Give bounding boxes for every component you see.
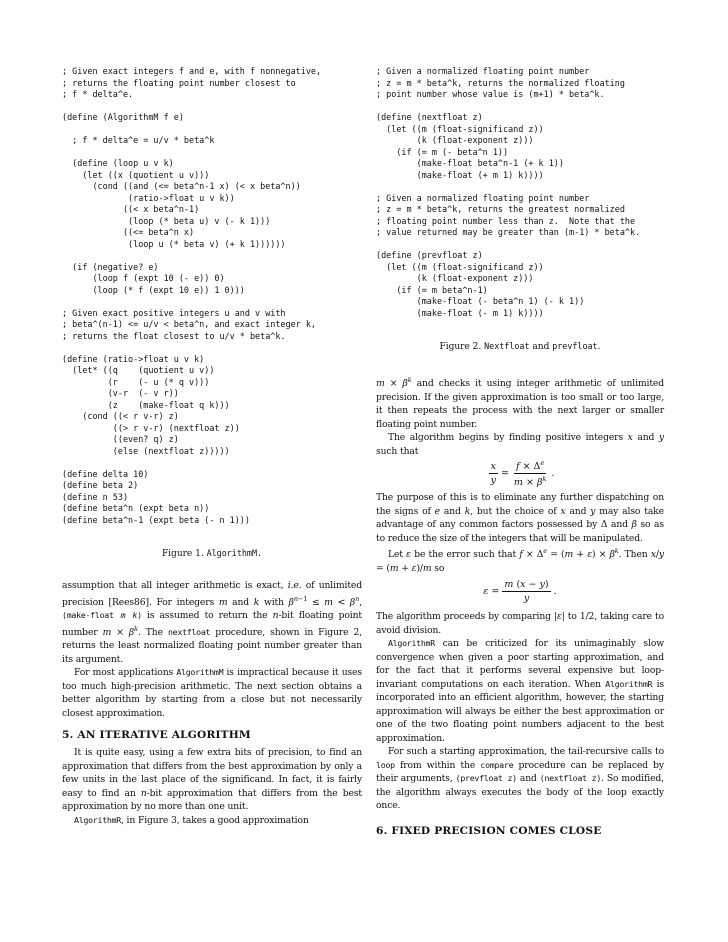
figure-2-label: Figure 2. [439,342,482,352]
code-line: ; point number whose value is (m+1) * beta^k. [376,89,605,99]
code-line: ((even? q) z) [62,434,179,444]
code-line: (define (prevfloat z) [376,250,483,260]
nextfloat-prevfloat-code [376,66,664,319]
code-line: (define (ratio->float u v k) [62,353,205,364]
code-line: (define n 53) [62,491,129,502]
code-line: ; Given a normalized floating point number [376,66,590,76]
code-line: (ratio->float u v k)) [62,192,235,203]
code-line: (if (= m beta^n-1) [376,284,488,295]
paragraph-error: Let ε be the error such that $f \times \Delta^e = (m + \varepsilon) \times \beta^k$. Then x/y = (m + ε)/m so [376,547,664,574]
code-line: (loop (* f (expt 10 e)) 1 0))) [62,284,245,295]
code-line: (define (AlgorithmM f e) [62,112,184,122]
left-column [62,66,362,827]
code-line: (make-float (- beta^n 1) (- k 1)) [376,296,585,306]
figure-2-caption [376,341,664,352]
figure-2-and: and [532,342,550,352]
code-line: (if (= m (- beta^n 1)) [376,146,509,157]
figure-1-label: Figure 1. [161,549,204,559]
paragraph-tail-recursive: For such a starting approximation, the tail-recursive calls to loop from within the compare procedure can be replaced by their arguments, (prevfloat z) and (nextfloat z). So modified, the algorithm always executes the body of the loop exactly once. [376,746,664,812]
figure-2-name-nextfloat: Nextfloat [484,341,530,351]
section-5-heading [62,729,362,741]
section-6-heading [376,825,664,837]
code-line: (loop (* beta u) v (- k 1))) [62,215,271,226]
code-line: (let ((m (float-significand z)) [376,123,544,134]
paragraph-purpose: The purpose of this is to eliminate any further dispatching on the signs of e and k, but the choice of x and y may also take advantage of any common factors possessed by Δ and β so as to reduce the size of the integers that will be manipulated. [376,492,664,544]
code-line: ; beta^(n-1) <= u/v < beta^n, and exact integer k, [62,319,316,329]
code-line: ((<= beta^n x) [62,227,195,237]
code-line: ; f * delta^e. [62,89,134,99]
code-line: (let* ((q (quotient u v)) [62,365,215,375]
code-line: ; Given a normalized floating point number [376,192,590,203]
paragraph-checks: $m \times \beta^k$ and checks it using integer arithmetic of unlimited precision. If the given approximation is too small or too large, it then repeats the process with the next larger or smaller floating point number. [376,376,664,430]
code-line: (define (loop u v k) [62,158,174,168]
equation-epsilon: ε = $\frac{m (x - y)}{y}$ . [483,579,557,605]
section-5-title: AN ITERATIVE ALGORITHM [77,729,251,742]
code-line: (else (nextfloat z))))) [62,445,230,456]
equation-x-over-y: $\frac{x}{y}$ = $\frac{f \times \Delta^e}{m \times \beta^k}$ . [490,459,555,489]
code-line: (k (float-exponent z))) [376,273,534,283]
figure-2-name-prevfloat: prevfloat [552,341,598,351]
code-line: (define beta^n (expt beta n)) [62,503,210,513]
code-line: (make-float beta^n-1 (+ k 1)) [376,158,564,168]
algorithm-m-code [62,66,362,526]
code-line: (cond ((and (<= beta^n-1 x) (< x beta^n)) [62,181,301,191]
code-line: (if (negative? e) [62,261,159,272]
code-line: (loop u (* beta v) (+ k 1)))))) [62,238,286,249]
paragraph-impractical: For most applications AlgorithmM is impractical because it uses too much high-precision arithmetic. The next section obtains a better algorithm by starting from a close but not necessarily closest approximation. [62,667,363,719]
code-line: ; z = m * beta^k, returns the normalized floating [376,77,625,88]
code-line: (cond ((< r v-r) z) [62,411,179,421]
code-line: (define beta 2) [62,480,139,490]
code-line: ((< x beta^n-1) [62,204,200,214]
code-line: ; Given exact integers f and e, with f nonnegative, [62,66,322,76]
code-line: (k (float-exponent z))) [376,135,534,145]
paragraph-proceeds: The algorithm proceeds by comparing |ε| to 1/2, taking care to avoid division. [376,611,664,636]
code-line: ; Given exact positive integers u and v with [62,307,286,318]
right-column [376,66,664,837]
code-line: (loop f (expt 10 (- e)) 0) [62,273,225,283]
code-line: (r (- u (* q v))) [62,376,210,387]
code-line: ((> r v-r) (nextfloat z)) [62,422,240,433]
section-5-number: 5. [62,729,74,742]
section-6-number: 6. [376,824,388,837]
code-line: (define beta^n-1 (expt beta (- n 1))) [62,514,250,525]
paragraph-assumption: assumption that all integer arithmetic is exact, i.e. of unlimited precision [Rees86]. For integers m and k with $\beta^{n-1} \le m < \beta^n$, (make-float m k) is assumed to return the n-bit floating point number $m \times \beta^k$. The nextfloat procedure, shown in Figure 2, returns the least normalized floating point number greater than its argument. [62,580,362,665]
code-line: (define delta 10) [62,468,149,479]
code-line: (z (make-float q k))) [62,399,230,410]
code-line: ; floating point number less than z. Note that the [376,215,636,226]
figure-2-end: . [597,342,601,352]
figure-1-caption [62,548,362,559]
code-line: (define (nextfloat z) [376,112,483,122]
paragraph-iterative: It is quite easy, using a few extra bits of precision, to find an approximation that differs from the best approximation by only a few units in the last place of the significand. In fact, it is fairly easy to find an n-bit approximation that differs from the best approximation by no more than one unit. [62,747,362,813]
paragraph-begins: The algorithm begins by finding positive integers x and y such that [376,432,664,457]
section-6-title: FIXED PRECISION COMES CLOSE [391,824,602,837]
paragraph-algorithm-r-intro: AlgorithmR, in Figure 3, takes a good approximation [74,814,309,826]
code-line: (v-r (- v r)) [62,388,179,398]
code-line: (make-float (- m 1) k)))) [376,307,544,318]
code-line: ; returns the floating point number closest to [62,77,296,88]
code-line: ; returns the float closest to u/v * beta^k. [62,330,286,341]
code-line: (make-float (+ m 1) k)))) [376,169,544,180]
code-line: ; z = m * beta^k, returns the greatest normalized [376,204,625,214]
code-line: (let ((x (quotient u v))) [62,169,210,180]
code-line: (let ((m (float-significand z)) [376,261,544,272]
code-line: ; f * delta^e = u/v * beta^k [62,135,215,145]
figure-1-name: AlgorithmM. [206,548,263,558]
paragraph-criticized: AlgorithmR can be criticized for its unimaginably slow convergence when given a poor starting approximation, and for the fact that it performs several expensive but loop-invariant computations on each iteration. When AlgorithmR is incorporated into an efficient algorithm, however, the starting approximation will always be either the best approximation or one of the two floating point numbers adjacent to the best approximation. [376,638,664,744]
code-line: ; value returned may be greater than (m-1) * beta^k. [376,227,641,237]
